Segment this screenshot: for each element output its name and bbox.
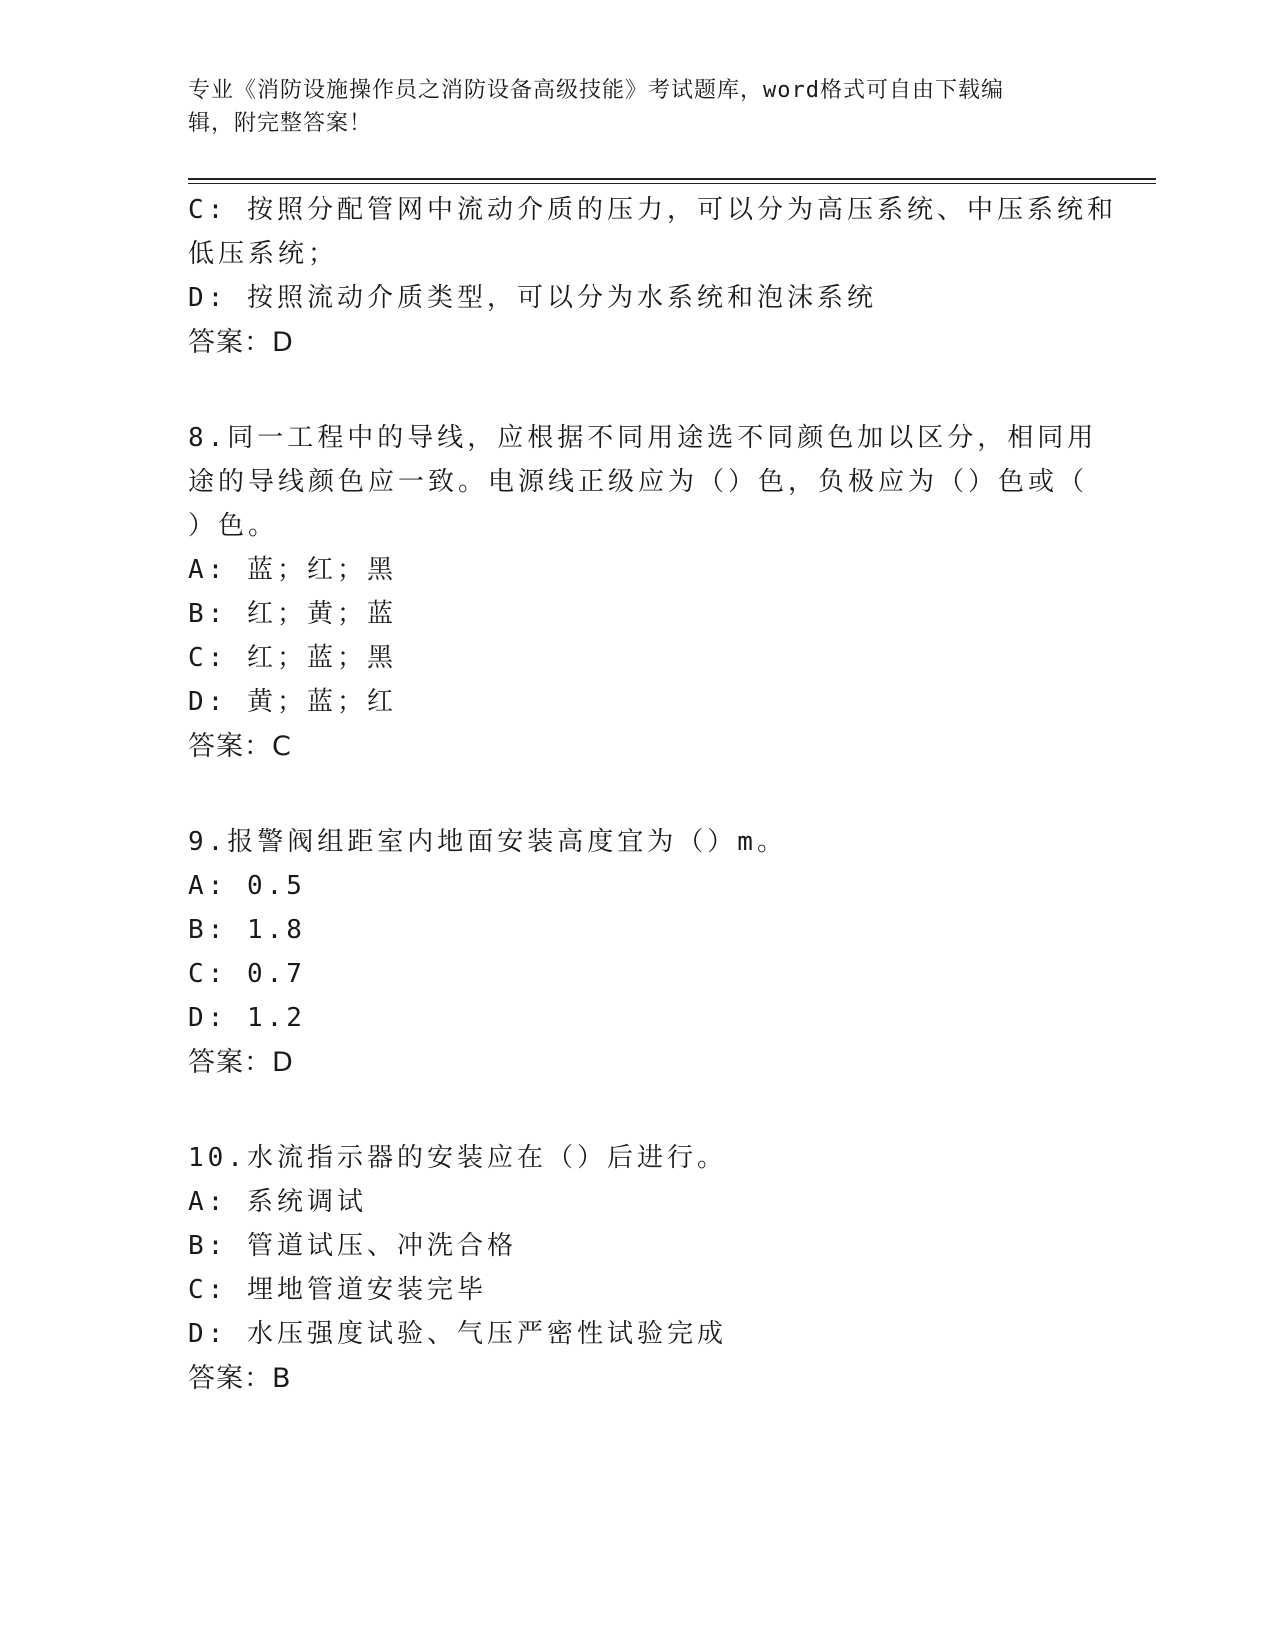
q8-option-c: C: 红；蓝；黑 xyxy=(188,643,397,673)
q10-stem: 10.水流指示器的安装应在（）后进行。 xyxy=(188,1143,727,1173)
prev-answer: 答案：D xyxy=(188,327,294,358)
q9-option-c: C: 0.7 xyxy=(188,959,306,989)
document-header xyxy=(188,74,1068,140)
q9-option-a: A: 0.5 xyxy=(188,871,306,901)
q10-option-c: C: 埋地管道安装完毕 xyxy=(188,1275,487,1305)
q9-answer: 答案：D xyxy=(188,1047,294,1078)
prev-option-d: D: 按照流动介质类型，可以分为水系统和泡沫系统 xyxy=(188,283,877,313)
q8-answer: 答案：C xyxy=(188,731,292,762)
header-line-1: 专业《消防设施操作员之消防设备高级技能》考试题库，word格式可自由下载编 xyxy=(188,78,1004,103)
q10-option-b: B: 管道试压、冲洗合格 xyxy=(188,1231,517,1261)
q9-option-b: B: 1.8 xyxy=(188,915,306,945)
q8-option-b: B: 红；黄；蓝 xyxy=(188,599,397,629)
q8-option-d: D: 黄；蓝；红 xyxy=(188,687,397,717)
q9-option-d: D: 1.2 xyxy=(188,1003,306,1033)
header-divider-thin xyxy=(188,183,1156,184)
q9-stem: 9.报警阀组距室内地面安装高度宜为（）m。 xyxy=(188,827,787,857)
q10-answer: 答案：B xyxy=(188,1363,292,1394)
prev-option-c-line-1: C: 按照分配管网中流动介质的压力，可以分为高压系统、中压系统和 xyxy=(188,195,1117,225)
prev-option-c-line-2: 低压系统； xyxy=(188,239,339,269)
q8-option-a: A: 蓝；红；黑 xyxy=(188,555,397,585)
q10-option-a: A: 系统调试 xyxy=(188,1187,367,1217)
header-divider-thick xyxy=(188,178,1156,180)
q8-stem-line-1: 8.同一工程中的导线，应根据不同用途选不同颜色加以区分，相同用 xyxy=(188,423,1098,453)
q10-option-d: D: 水压强度试验、气压严密性试验完成 xyxy=(188,1319,727,1349)
q8-stem-line-2: 途的导线颜色应一致。电源线正级应为（）色，负极应为（）色或（ xyxy=(188,467,1089,497)
q8-stem-line-3: ）色。 xyxy=(188,511,279,541)
header-line-2: 辑，附完整答案！ xyxy=(188,111,373,136)
